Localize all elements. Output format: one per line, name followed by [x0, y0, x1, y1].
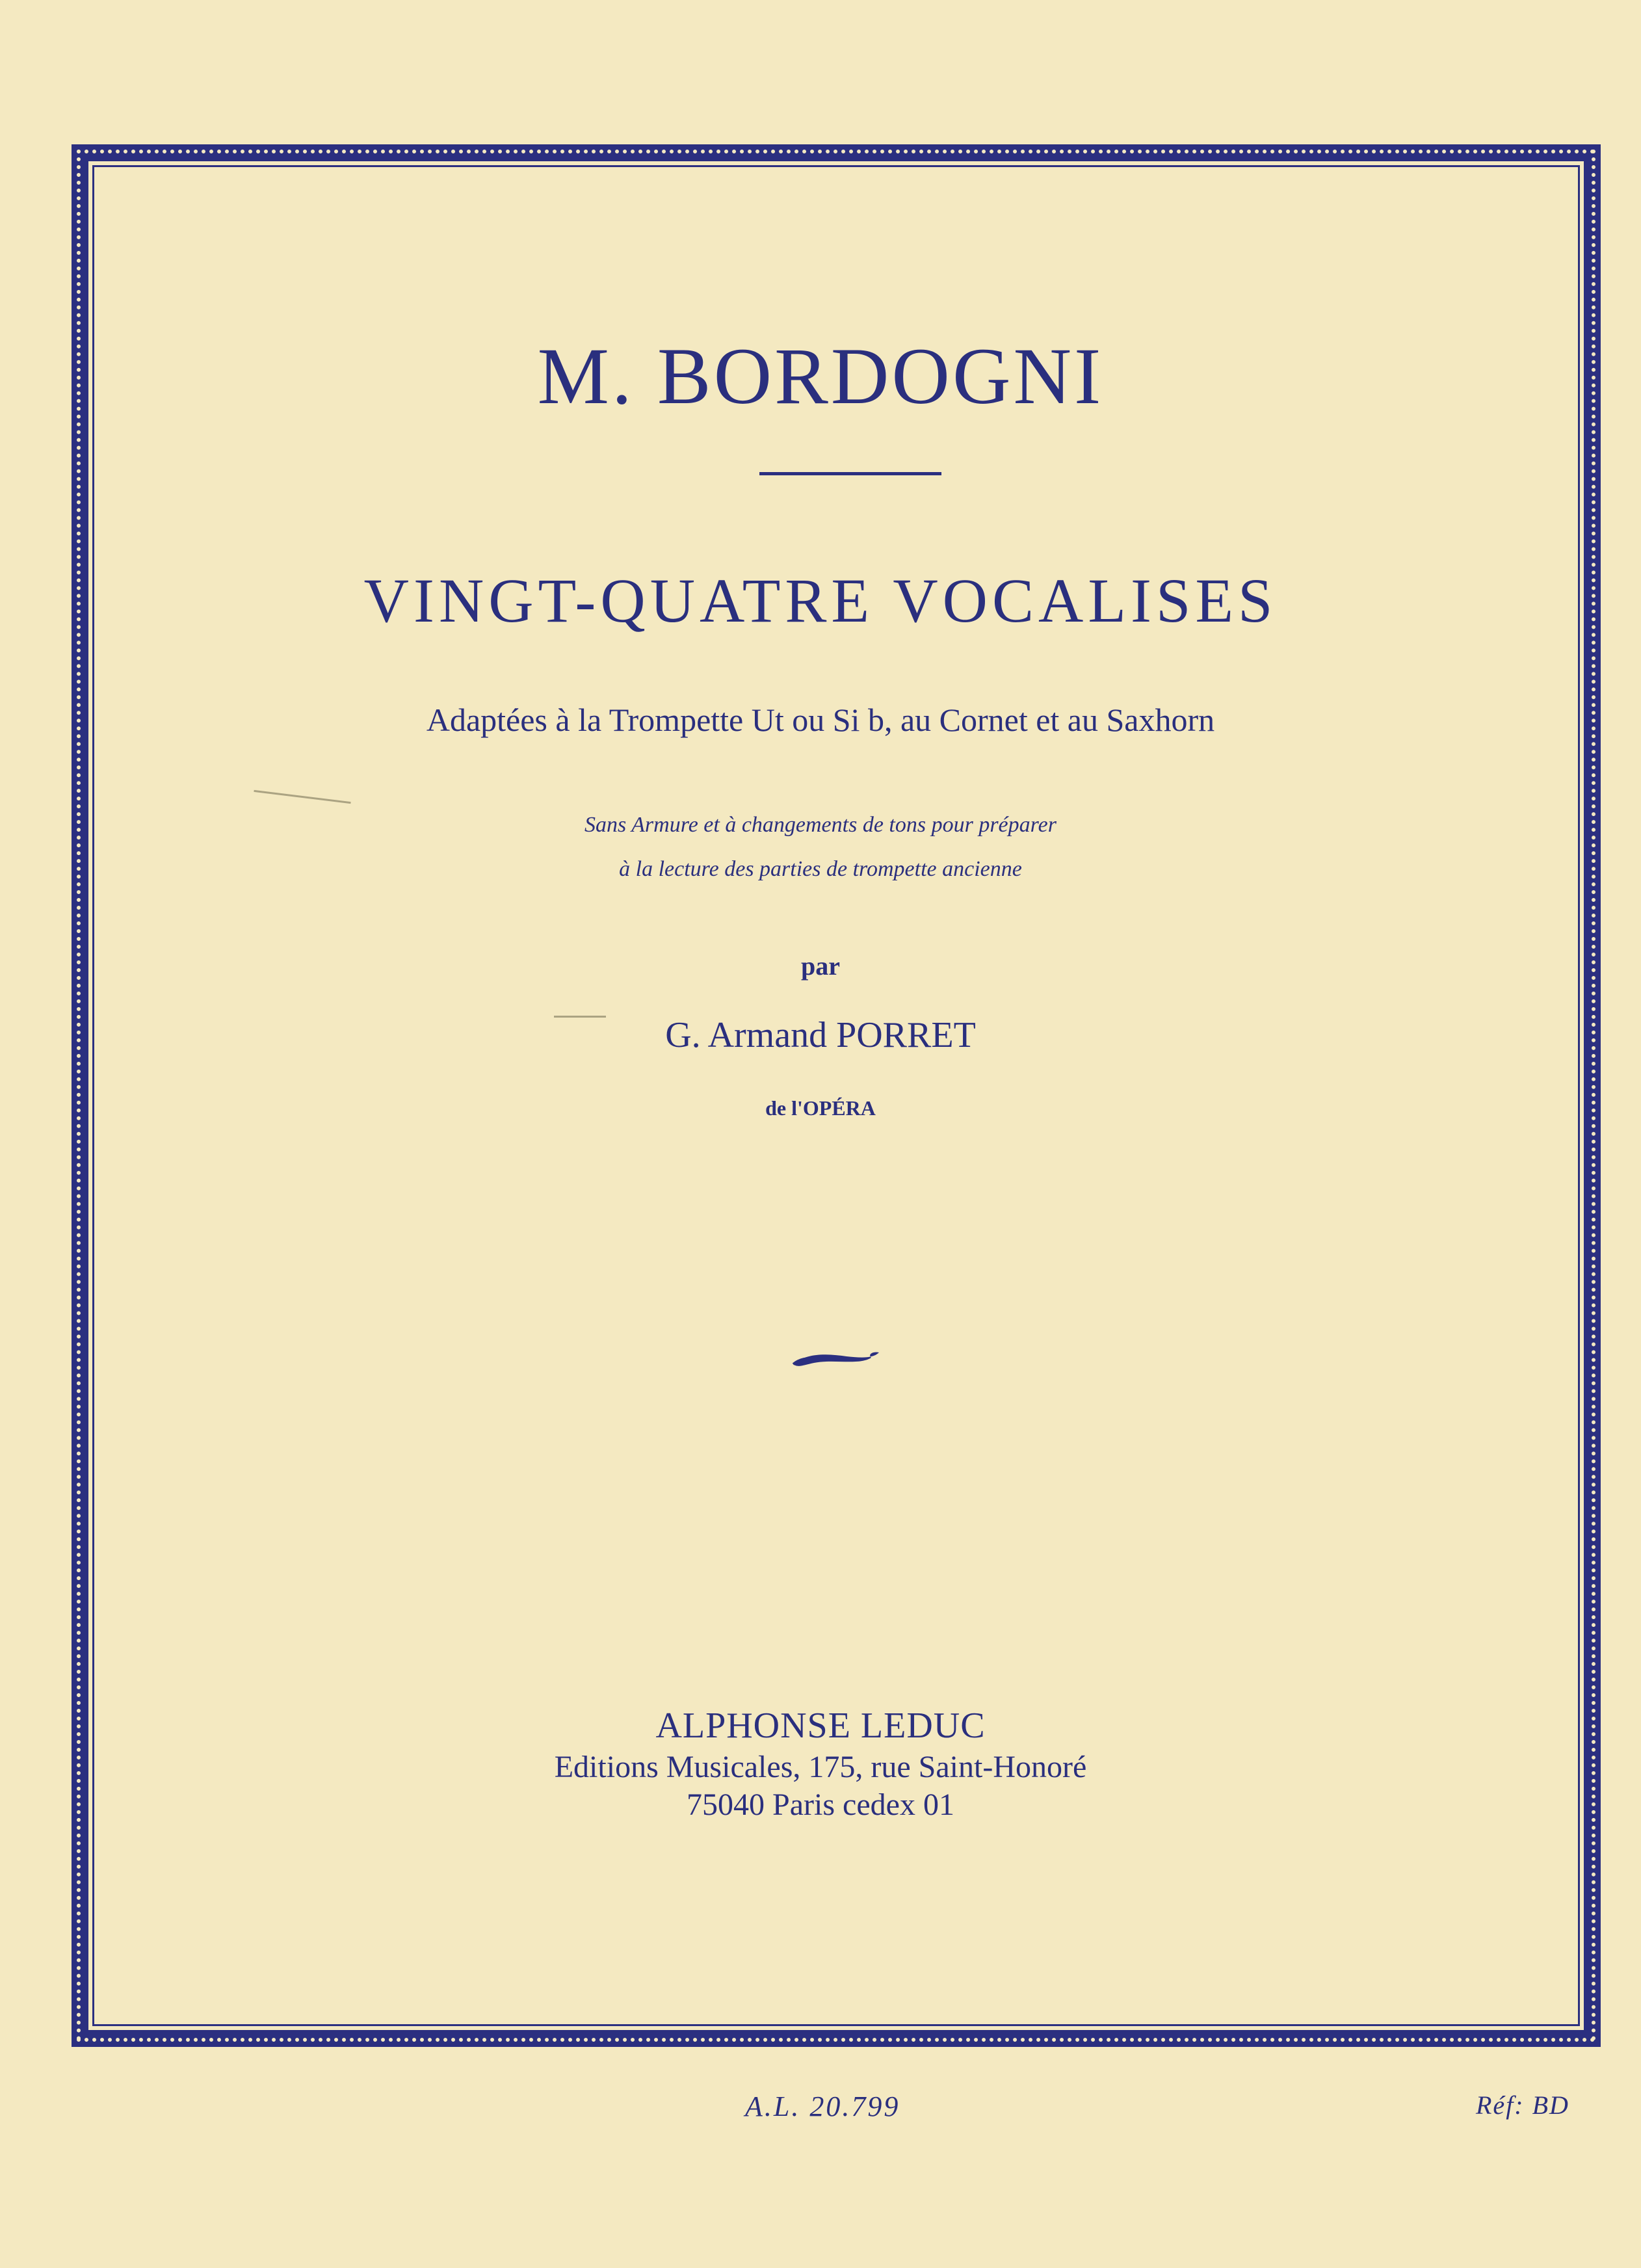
flourish-ornament-icon [788, 1339, 886, 1372]
arranger-affiliation: de l'OPÉRA [765, 1096, 876, 1120]
work-subtitle: Adaptées à la Trompette Ut ou Si b, au Cornet et au Saxhorn [426, 702, 1215, 738]
reference-code: Réf: BD [1476, 2090, 1569, 2120]
work-title: VINGT-QUATRE VOCALISES [363, 566, 1278, 635]
publisher-address: Editions Musicales, 175, rue Saint-Honoré [554, 1750, 1087, 1784]
description-line-2: à la lecture des parties de trompette ancienne [619, 857, 1022, 881]
inner-border-line [92, 165, 1580, 2026]
plate-number: A.L. 20.799 [745, 2090, 900, 2122]
arranger-name: G. Armand PORRET [665, 1015, 976, 1055]
publisher-name: ALPHONSE LEDUC [655, 1706, 986, 1746]
by-label: par [801, 951, 840, 981]
title-divider [759, 472, 941, 475]
composer-name: M. BORDOGNI [537, 332, 1104, 421]
paper-mark [554, 1016, 606, 1018]
description-line-1: Sans Armure et à changements de tons pour préparer [584, 813, 1057, 837]
publisher-city: 75040 Paris cedex 01 [687, 1787, 954, 1822]
